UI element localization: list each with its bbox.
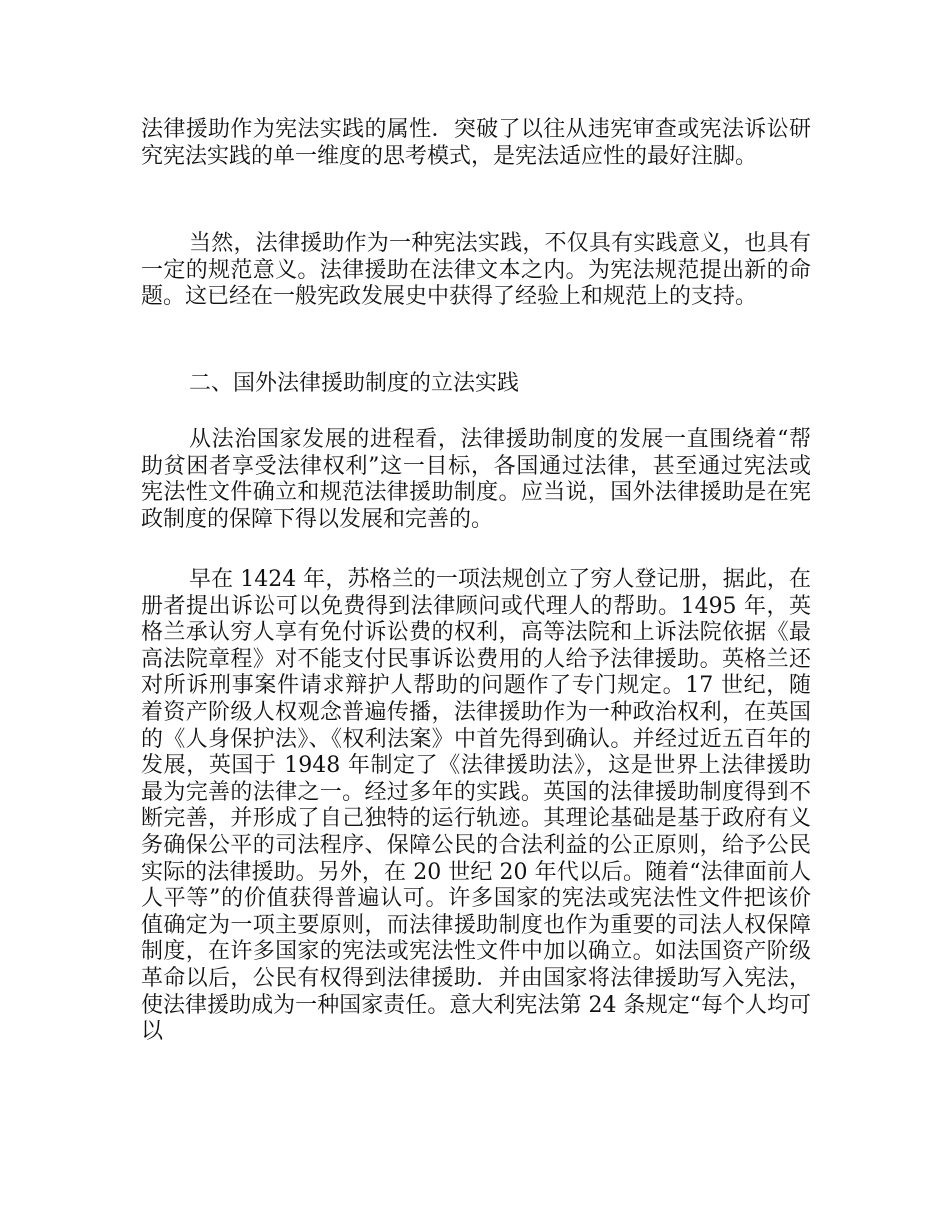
section-heading: 二、国外法律援助制度的立法实践 [189,371,520,396]
paragraph: 法律援助作为宪法实践的属性．突破了以往从违宪审查或宪法诉讼研究宪法实践的单一维度的思考模式，是宪法适应性的最好注脚。 [141,117,811,169]
paragraph: 从法治国家发展的进程看，法律援助制度的发展一直围绕着“帮助贫困者享受法律权利”这一目标，各国通过法律，甚至通过宪法或宪法性文件确立和规范法律援助制度。应当说，国外法律援助是在宪政制度的保障下得以发展和完善的。 [141,427,811,532]
paragraph: 早在 1424 年，苏格兰的一项法规创立了穷人登记册，据此，在册者提出诉讼可以免费得到法律顾问或代理人的帮助。1495 年，英格兰承认穷人享有免付诉讼费的权利，高等法院和上诉法院依据《最高法院章程》对不能支付民事诉讼费用的人给予法律援助。英格兰还对所诉刑事案件请求辩护人帮助的问题作了专门规定。17 世纪，随着资产阶级人权观念普遍传播，法律援助作为一种政治权利，在英国的《人身保护法》、《权利法案》中首先得到确认。并经过近五百年的发展，英国于 1948 年制定了《法律援助法》，这是世界上法律援助最为完善的法律之一。经过多年的实践。英国的法律援助制度得到不断完善，并形成了自己独特的运行轨迹。其理论基础是基于政府有义务确保公平的司法程序、保障公民的合法利益的公正原则，给予公民实际的法律援助。另外，在 20 世纪 20 年代以后。随着“法律面前人人平等”的价值获得普遍认可。许多国家的宪法或宪法性文件把该价值确定为一项主要原则，而法律援助制度也作为重要的司法人权保障制度，在许多国家的宪法或宪法性文件中加以确立。如法国资产阶级革命以后，公民有权得到法律援助．并由国家将法律援助写入宪法，使法律援助成为一种国家责任。意大利宪法第 24 条规定“每个人均可以 [141,567,811,1045]
paragraph: 当然，法律援助作为一种宪法实践，不仅具有实践意义，也具有一定的规范意义。法律援助在法律文本之内。为宪法规范提出新的命题。这已经在一般宪政发展史中获得了经验上和规范上的支持。 [141,231,811,310]
